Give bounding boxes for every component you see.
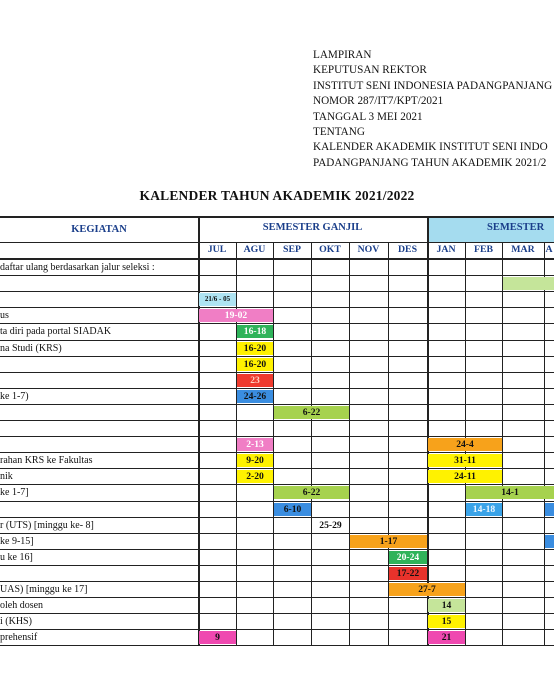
row-divider: [0, 484, 554, 485]
row-divider: [0, 517, 554, 518]
schedule-bar: 24-26: [237, 390, 273, 403]
schedule-bar: 14: [428, 599, 465, 612]
row-divider: [0, 645, 554, 646]
column-divider: [502, 242, 503, 645]
activity-row-label: u ke 16]: [0, 551, 33, 563]
activity-row-label: na Studi (KRS): [0, 342, 62, 354]
activity-row-label: oleh dosen: [0, 600, 44, 612]
schedule-bar: 17-22: [389, 567, 427, 580]
schedule-bar: 16-20: [237, 358, 273, 371]
month-header: OKT: [319, 244, 341, 255]
row-divider: [0, 629, 554, 630]
activity-row-label: r (UTS) [minggu ke- 8]: [0, 519, 94, 531]
row-divider: [0, 323, 554, 324]
row-divider: [0, 258, 554, 260]
row-divider: [0, 242, 554, 243]
schedule-bar: 1-17: [350, 535, 427, 548]
row-divider: [0, 356, 554, 357]
schedule-bar: 9-20: [237, 454, 273, 467]
month-header: DES: [397, 244, 418, 255]
schedule-bar: 2-13: [237, 438, 273, 451]
row-divider: [0, 597, 554, 598]
schedule-bar: 14-18: [466, 503, 502, 516]
activity-row-label: ke 9-15]: [0, 535, 34, 547]
month-header: FEB: [473, 244, 494, 255]
row-divider: [0, 613, 554, 614]
schedule-bar: 23: [237, 374, 273, 387]
column-divider: [273, 242, 274, 645]
column-divider: [311, 242, 312, 645]
row-divider: [0, 581, 554, 582]
row-divider: [0, 291, 554, 292]
header-line: INSTITUT SENI INDONESIA PADANGPANJANG: [313, 79, 553, 92]
month-header: JUL: [207, 244, 227, 255]
row-divider: [0, 501, 554, 502]
schedule-bar: 6-22: [274, 486, 349, 499]
activity-row-label: nik: [0, 471, 13, 483]
activity-row-label: us: [0, 310, 9, 322]
schedule-bar: 6-10: [274, 503, 311, 516]
row-divider: [0, 275, 554, 276]
schedule-bar: 15: [428, 615, 465, 628]
activity-row-label: ta diri pada portal SIADAK: [0, 326, 112, 338]
schedule-bar: 24-4: [428, 438, 502, 451]
schedule-bar: 6-22: [274, 406, 349, 419]
semester-ganjil-header: SEMESTER GANJIL: [262, 222, 363, 233]
semester-genap-header: SEMESTER: [487, 222, 545, 233]
schedule-bar: 16-18: [237, 325, 273, 338]
schedule-bar: 20-24: [389, 551, 427, 564]
row-divider: [0, 436, 554, 437]
schedule-bar: 14-1: [466, 486, 554, 499]
activity-row-label: ke 1-7): [0, 390, 29, 402]
schedule-bar: 16-20: [237, 342, 273, 355]
row-divider: [0, 565, 554, 566]
activity-row-label: UAS) [minggu ke 17]: [0, 584, 88, 595]
row-divider: [0, 549, 554, 550]
month-header: AGU: [243, 244, 266, 255]
column-divider: [427, 216, 429, 645]
row-divider: [0, 388, 554, 389]
schedule-bar: [545, 535, 554, 548]
schedule-bar: 21: [428, 631, 465, 644]
header-line: TANGGAL 3 MEI 2021: [313, 110, 423, 123]
row-divider: [0, 340, 554, 341]
column-divider: [198, 216, 200, 645]
header-line: KALENDER AKADEMIK INSTITUT SENI INDO: [313, 141, 548, 154]
row-divider: [0, 420, 554, 421]
month-header: JAN: [436, 244, 456, 255]
activity-row-label: ke 1-7]: [0, 487, 29, 499]
row-divider: [0, 307, 554, 308]
month-header: SEP: [283, 244, 301, 255]
row-divider: [0, 452, 554, 453]
row-divider: [0, 533, 554, 534]
month-header: MAR: [511, 244, 535, 255]
header-line: NOMOR 287/IT7/KPT/2021: [313, 95, 444, 108]
activity-row-label: rahan KRS ke Fakultas: [0, 455, 93, 467]
header-line: TENTANG: [313, 126, 365, 139]
row-divider: [0, 372, 554, 373]
row-divider: [0, 216, 554, 218]
schedule-bar: 25-29: [319, 519, 342, 531]
schedule-bar: 2-20: [237, 470, 273, 483]
activity-row-label: i (KHS): [0, 616, 32, 628]
column-divider: [349, 242, 350, 645]
header-line: LAMPIRAN: [313, 49, 372, 61]
decree-header: [313, 48, 554, 171]
schedule-bar: [503, 277, 554, 290]
activity-row-label: prehensif: [0, 632, 38, 644]
header-line: KEPUTUSAN REKTOR: [313, 64, 427, 77]
document-title: KALENDER TAHUN AKADEMIK 2021/2022: [139, 188, 415, 203]
schedule-bar: 24-11: [428, 470, 502, 483]
activity-row-label: daftar ulang berdasarkan jalur seleksi :: [0, 262, 155, 273]
header-line: PADANGPANJANG TAHUN AKADEMIK 2021/2: [313, 156, 547, 169]
schedule-bar: 31-11: [428, 454, 502, 467]
column-divider: [544, 242, 545, 645]
month-header: NOV: [357, 244, 380, 255]
schedule-bar: [545, 503, 554, 516]
month-header: A: [545, 244, 553, 255]
schedule-bar: 27-7: [389, 583, 465, 596]
academic-calendar-table: [0, 216, 554, 646]
kegiatan-header: KEGIATAN: [71, 224, 127, 235]
row-divider: [0, 404, 554, 405]
row-divider: [0, 468, 554, 469]
schedule-bar: 19-02: [199, 309, 273, 322]
schedule-bar: 9: [199, 631, 236, 644]
schedule-bar: 21/6 - 05: [199, 293, 236, 306]
